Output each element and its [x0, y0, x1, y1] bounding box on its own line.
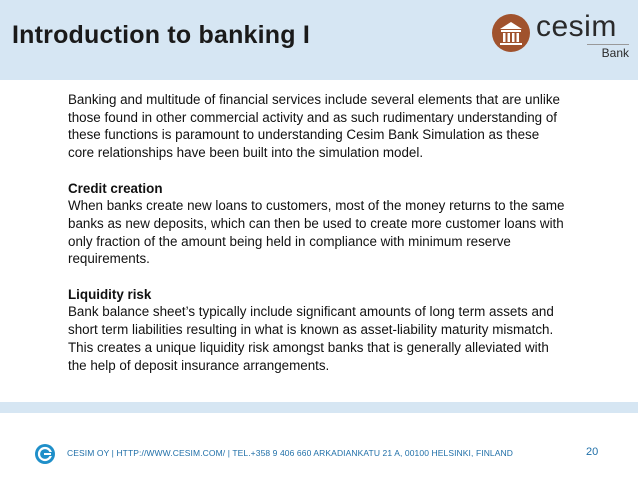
section-body: Bank balance sheet’s typically include significant amounts of long term assets and short term liabilities resulting in what is known as asset-liability maturity mismatch. This creates a unique liquidity risk amongst banks that is generally alleviated with the help of deposit insurance arrangements.: [68, 304, 554, 373]
slide-title: Introduction to banking I: [12, 21, 311, 49]
cesim-circle-icon: [34, 443, 56, 465]
intro-paragraph: Banking and multitude of financial services include several elements that are unlike those found in other commercial activity and as such rudimentary understanding of these functions is paramount to understanding Cesim Bank Simulation as these core relationships have been built into the simulation model.: [68, 92, 561, 161]
footer: [0, 440, 638, 470]
cesim-bank-logo: [492, 10, 632, 60]
logo-subtitle: Bank: [587, 44, 629, 60]
section-liquidity-risk: [68, 286, 568, 375]
footer-contact-text: CESIM OY | HTTP://WWW.CESIM.COM/ | TEL.+358 9 406 660 ARKADIANKATU 21 A, 00100 HELSINKI, FINLAND: [67, 448, 514, 458]
page-number: 20: [586, 446, 599, 458]
footer-band: [0, 402, 638, 413]
section-body: When banks create new loans to customers, most of the money returns to the same banks as new deposits, which can then be used to create more customer loans with only fraction of the amount being held in compliance with minimum reserve requirements.: [68, 198, 565, 267]
logo-wordmark: cesim: [536, 10, 617, 43]
bank-building-icon: [492, 14, 530, 52]
slide-body: [68, 91, 568, 392]
section-credit-creation: [68, 180, 568, 269]
section-heading: Credit creation: [68, 180, 163, 196]
section-heading: Liquidity risk: [68, 286, 152, 302]
